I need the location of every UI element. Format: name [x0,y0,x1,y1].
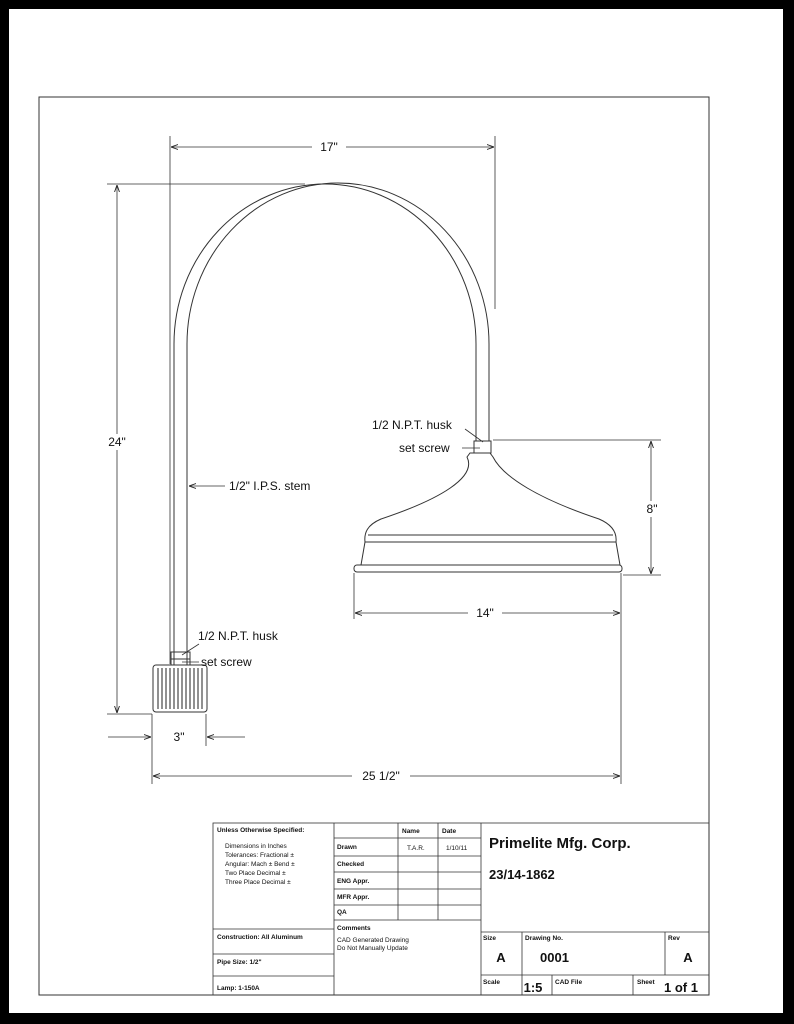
row-label-drawn: Drawn [337,844,357,851]
drawing-no-value: 0001 [540,950,569,965]
base-fitting [153,665,207,712]
row-label-eng-appr: ENG Appr. [337,878,370,885]
row-label-checked: Checked [337,861,365,868]
rev-value: A [683,950,693,965]
callout-stem: 1/2" I.P.S. stem [229,479,311,493]
comments-label: Comments [337,925,371,932]
spec-heading: Unless Otherwise Specified: [217,827,305,834]
callout-bottom-npt-husk: 1/2 N.P.T. husk [198,629,278,643]
lamp-shade [365,453,616,542]
part-number: 23/14-1862 [489,867,555,882]
dim-24-label: 24" [108,435,126,449]
inner-border [39,97,709,995]
comments-line: CAD Generated Drawing [337,937,409,944]
spec-line: Angular: Mach ± Bend ± [225,861,295,868]
row-drawn-name: T.A.R. [407,845,425,852]
leader-top-husk [465,429,483,442]
dim-3-label: 3" [173,730,185,744]
scale-label: Scale [483,979,500,986]
scale-value: 1:5 [523,980,543,995]
top-husk [474,441,491,453]
callout-top-set-screw: set screw [399,441,450,455]
row-label-qa: QA [337,909,347,916]
dim-25-label: 25 1/2" [362,769,400,783]
callout-labels [198,418,453,669]
pipe-size-label: Pipe Size: 1/2" [217,959,262,966]
spec-line: Tolerances: Fractional ± [225,852,294,859]
size-label: Size [483,935,497,942]
title-block [213,823,709,995]
size-value: A [496,950,506,965]
sheet-label: Sheet [637,979,655,986]
dim-8-label: 8" [646,502,658,516]
comments-line: Do Not Manually Update [337,945,408,952]
col-date-header: Date [442,828,457,835]
spec-line: Two Place Decimal ± [225,870,286,877]
lamp-label: Lamp: 1-150A [217,985,260,992]
cad-file-label: CAD File [555,979,583,986]
dim-17-label: 17" [320,140,338,154]
row-label-mfr-appr: MFR Appr. [337,894,370,901]
drawing-sheet [9,9,783,1013]
sheet-value: 1 of 1 [664,980,698,995]
construction-label: Construction: All Aluminum [217,934,303,941]
company-name: Primelite Mfg. Corp. [489,835,631,852]
row-drawn-date: 1/10/11 [446,845,468,852]
callout-bottom-set-screw: set screw [201,655,252,669]
col-name-header: Name [402,828,420,835]
shade-rim [354,565,622,572]
technical-drawing [9,9,783,1013]
spec-line: Dimensions in Inches [225,843,287,850]
dim-14-label: 14" [476,606,494,620]
rev-label: Rev [668,935,680,942]
drawing-no-label: Drawing No. [525,935,563,942]
callout-top-npt-husk: 1/2 N.P.T. husk [372,418,452,432]
spec-line: Three Place Decimal ± [225,879,291,886]
